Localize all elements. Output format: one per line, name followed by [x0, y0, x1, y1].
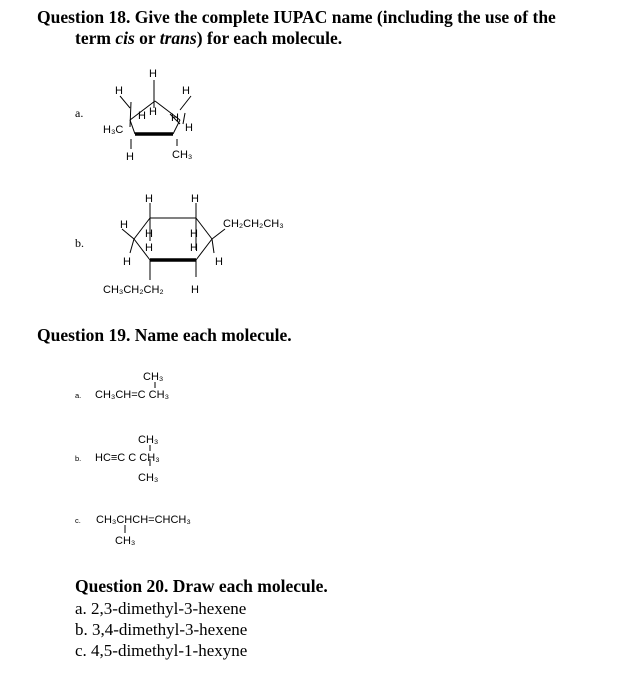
q19-heading: Question 19. Name each molecule. — [37, 325, 292, 345]
18a-h-upleft: H — [115, 85, 123, 97]
q18-heading-line2: term cis or trans) for each molecule. — [75, 28, 343, 48]
q20-item-a: a. 2,3-dimethyl-3-hexene — [75, 599, 247, 618]
18b-h-inner4: H — [190, 242, 198, 254]
18b-h-bottom: H — [191, 284, 199, 296]
18b-h-left-up: H — [120, 219, 128, 231]
18b-h-top-right: H — [191, 193, 199, 205]
18a-h-bottom: H — [126, 151, 134, 163]
19a-top: CH₃ — [143, 371, 164, 383]
19b-label: b. — [75, 454, 82, 463]
q18-b-label: b. — [75, 236, 84, 250]
q20-item-b: b. 3,4-dimethyl-3-hexene — [75, 620, 248, 639]
18a-h3c: H₃C — [103, 124, 124, 136]
19a-main: CH₃CH=C CH₃ — [95, 389, 170, 401]
18a-ch3: CH₃ — [172, 149, 193, 161]
q20-heading: Question 20. Draw each molecule. — [75, 576, 328, 596]
18a-h-innerright1: H — [171, 112, 179, 124]
19c-main: CH₃CHCH=CHCH₃ — [96, 514, 191, 526]
18b-h-inner1: H — [145, 228, 153, 240]
18b-propyl-left: CH₃CH₂CH₂ — [103, 284, 164, 296]
18a-h-upright: H — [182, 85, 190, 97]
19a-label: a. — [75, 391, 82, 400]
18a-h-center: H — [149, 106, 157, 118]
18b-propyl-right: CH₂CH₂CH₃ — [223, 218, 284, 230]
19c-bottom: CH₃ — [115, 535, 136, 547]
18b-h-right-down: H — [215, 256, 223, 268]
19b-bottom: CH₃ — [138, 472, 159, 484]
18a-h-innerright2: H — [185, 122, 193, 134]
19b-main: HC≡C C CH₃ — [95, 452, 160, 464]
19b-top: CH₃ — [138, 434, 159, 446]
19c-label: c. — [75, 516, 81, 525]
q20-item-c: c. 4,5-dimethyl-1-hexyne — [75, 641, 248, 660]
18b-h-left-down: H — [123, 256, 131, 268]
18b-h-inner3: H — [190, 228, 198, 240]
q18-a-label: a. — [75, 106, 84, 120]
18b-h-top-left: H — [145, 193, 153, 205]
18a-h-top: H — [149, 68, 157, 80]
q18-heading-line1: Question 18. Give the complete IUPAC name (including the use of the — [37, 7, 556, 27]
18b-h-inner2: H — [145, 242, 153, 254]
18a-h-innerleft: H — [138, 110, 146, 122]
